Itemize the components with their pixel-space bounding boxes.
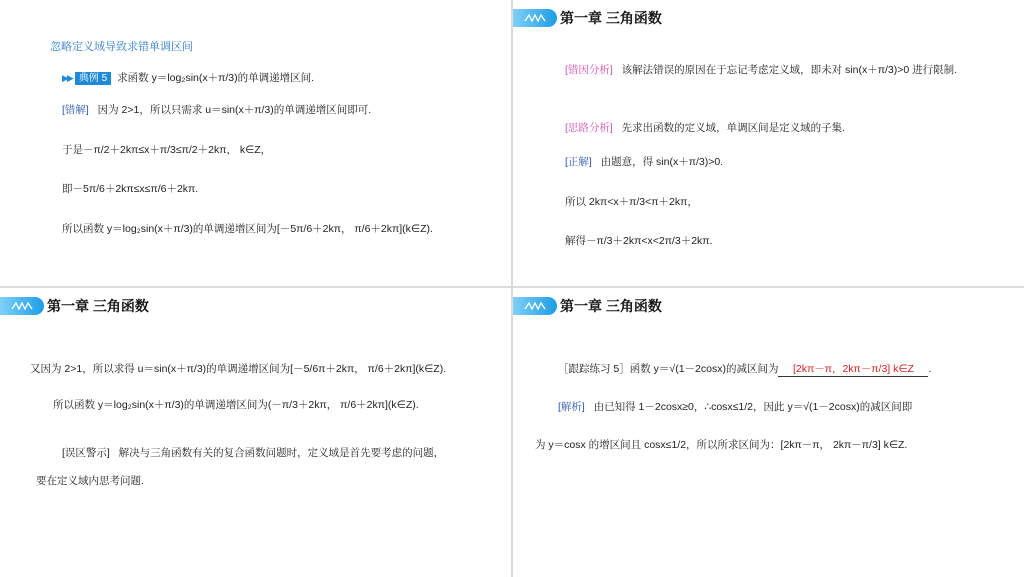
example-badge: 典例 5 xyxy=(75,72,111,85)
wave-icon xyxy=(11,300,33,312)
slide-4 xyxy=(513,288,1024,577)
zhengjie-line xyxy=(565,155,723,169)
zhengjie-line-2: 所以 2kπ<x＋π/3<π＋2kπ， xyxy=(565,196,698,208)
warning-tag: [误区警示] xyxy=(62,447,110,459)
jiexi-text: 由已知得 1－2cosx≥0，∴cosx≤1/2，因此 y＝√(1－2cosx)的减区间即 xyxy=(593,401,913,413)
solution-line-4: 所以函数 y＝log₂sin(x＋π/3)的单调递增区间为[－5π/6＋2kπ， π/6＋2kπ](k∈Z). xyxy=(62,223,433,235)
cuoyin-line xyxy=(565,63,957,77)
follow-line: ［跟踪练习 5］函数 y＝√(1－2cosx)的减区间为 [2kπ－π，2kπ－π/3] k∈Z . xyxy=(558,363,932,375)
chapter-title: 第一章 三角函数 xyxy=(560,10,662,26)
chapter-header xyxy=(0,296,149,316)
warning-line xyxy=(62,446,444,460)
zhengjie-tag: [正解] xyxy=(565,156,592,168)
chapter-header xyxy=(513,296,662,316)
cuojie-text: 因为 2>1，所以只需求 u＝sin(x＋π/3)的单调递增区间即可. xyxy=(97,104,372,116)
double-arrow-icon: ▶▶ xyxy=(62,73,72,83)
silu-text: 先求出函数的定义域，单调区间是定义域的子集. xyxy=(621,122,846,134)
example-text: 求函数 y＝log₂sin(x＋π/3)的单调递增区间. xyxy=(117,72,315,84)
zhengjie-text: 由题意，得 sin(x＋π/3)>0. xyxy=(600,156,724,168)
wave-icon xyxy=(524,12,546,24)
wave-icon xyxy=(524,300,546,312)
cuoyin-text: 该解法错误的原因在于忘记考虑定义域，即未对 sin(x＋π/3)>0 进行限制. xyxy=(621,64,957,76)
jiexi-line-2: 为 y＝cosx 的增区间且 cosx≤1/2，所以所求区间为：[2kπ－π， 2kπ－π/3] k∈Z. xyxy=(535,439,908,451)
chapter-icon xyxy=(0,297,44,315)
slide-heading: 忽略定义域导致求错单调区间 xyxy=(50,41,193,53)
slide-1 xyxy=(0,0,511,286)
slide-2 xyxy=(513,0,1024,286)
silu-line xyxy=(565,121,845,135)
warning-line-2: 要在定义域内思考问题. xyxy=(36,475,144,487)
cuojie-tag: [错解] xyxy=(62,104,89,116)
solution-line-3: 即－5π/6＋2kπ≤x≤π/6＋2kπ. xyxy=(62,183,199,195)
answer-blank: [2kπ－π，2kπ－π/3] k∈Z xyxy=(778,362,928,377)
jiexi-line xyxy=(558,400,912,414)
chapter-header xyxy=(513,8,662,28)
silu-tag: [思路分析] xyxy=(565,122,613,134)
cuojie-line xyxy=(62,103,371,117)
cuoyin-tag: [错因分析] xyxy=(565,64,613,76)
continue-line-1: 又因为 2>1，所以求得 u＝sin(x＋π/3)的单调递增区间为[－5/6π＋2kπ， π/6＋2kπ](k∈Z). xyxy=(30,363,447,375)
slide-3 xyxy=(0,288,511,577)
chapter-title: 第一章 三角函数 xyxy=(560,298,662,314)
chapter-title: 第一章 三角函数 xyxy=(47,298,149,314)
chapter-icon xyxy=(513,297,557,315)
continue-line-2: 所以函数 y＝log₂sin(x＋π/3)的单调递增区间为(－π/3＋2kπ， π/6＋2kπ](k∈Z). xyxy=(53,399,419,411)
example-line xyxy=(62,71,314,85)
solution-line-2: 于是－π/2＋2kπ≤x＋π/3≤π/2＋2kπ， k∈Z， xyxy=(62,144,272,156)
chapter-icon xyxy=(513,9,557,27)
follow-text: 函数 y＝√(1－2cosx)的减区间为 xyxy=(629,363,779,375)
zhengjie-line-3: 解得－π/3＋2kπ<x<2π/3＋2kπ. xyxy=(565,235,713,247)
jiexi-tag: [解析] xyxy=(558,401,585,413)
warning-text: 解决与三角函数有关的复合函数问题时，定义域是首先要考虑的问题， xyxy=(118,447,445,459)
follow-tag: ［跟踪练习 5］ xyxy=(558,363,630,375)
